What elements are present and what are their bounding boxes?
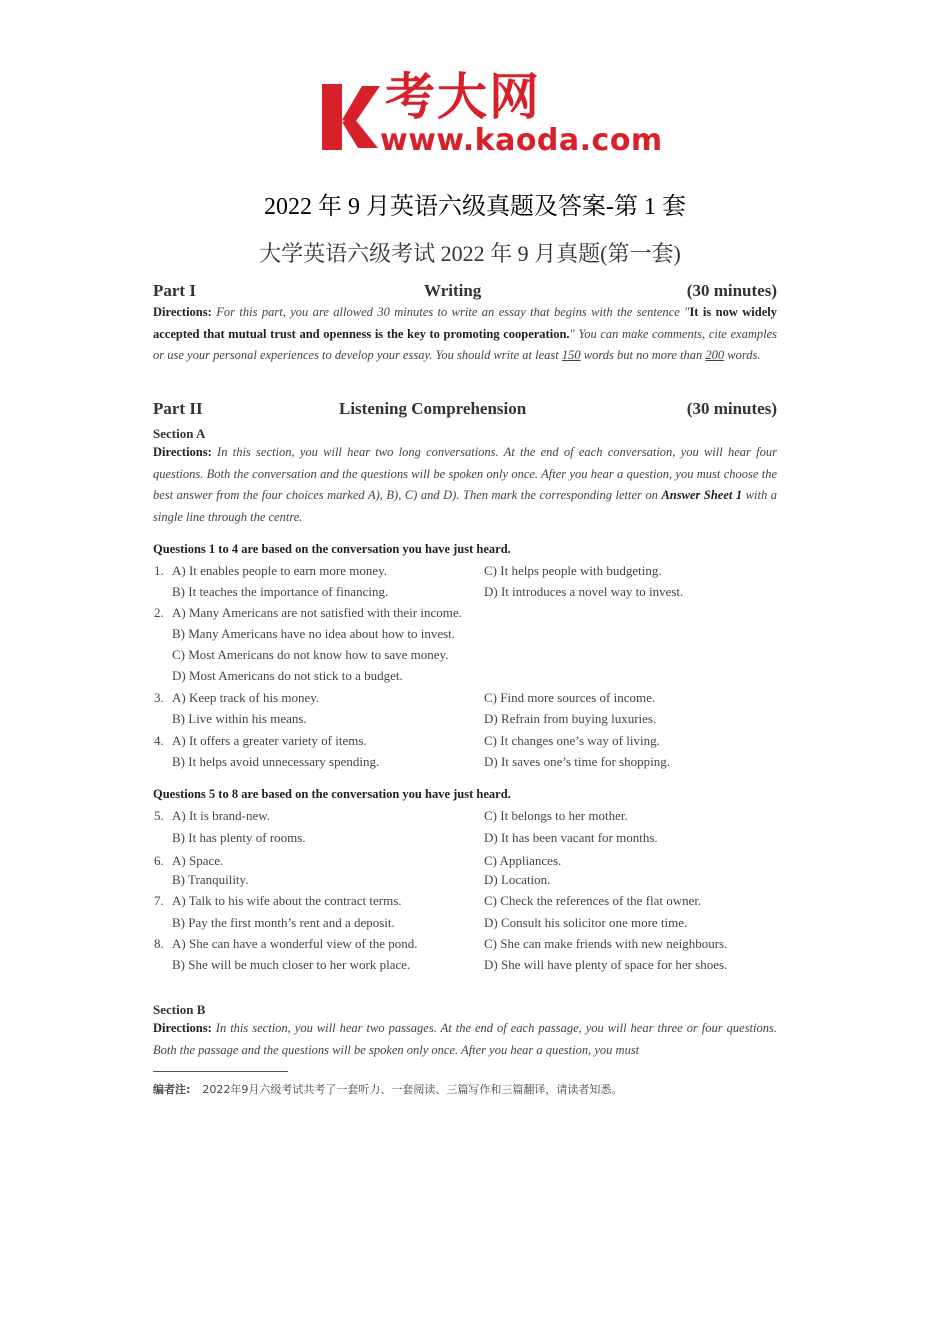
question-number: 7. [154,893,164,908]
kaoda-logo-k-icon [318,82,382,152]
option-b: B) Pay the first month’s rent and a deposit. [172,915,395,930]
page-title: 2022 年 9 月英语六级真题及答案-第 1 套 [264,194,686,220]
question-number: 8. [154,936,164,951]
footnote-label: 编者注: [153,1083,191,1096]
option-a: A) Many Americans are not satisfied with their income. [172,605,462,620]
option-b: B) It has plenty of rooms. [172,830,306,845]
option-d: D) Refrain from buying luxuries. [484,711,657,726]
question-number: 1. [154,563,164,578]
part1-label: Part I [153,281,196,300]
option-d: D) It introduces a novel way to invest. [484,584,684,599]
option-b: B) Live within his means. [172,711,307,726]
option-c: C) Appliances. [484,853,562,868]
option-b: B) Many Americans have no idea about how to invest. [172,626,456,641]
question-number: 4. [154,733,164,748]
option-b: B) It teaches the importance of financing. [172,584,389,599]
option-d: D) It has been vacant for months. [484,830,658,845]
question-number: 5. [154,808,164,823]
page-subtitle: 大学英语六级考试 2022 年 9 月真题(第一套) [259,241,681,266]
option-c: C) Most Americans do not know how to save money. [172,647,449,662]
section-a-directions: Directions: In this section, you will hear two long conversations. At the end of each conversation, you will hear four questions. Both the conversation and the questions will be spoken only once. After you hear a question, you must choose the best answer from the four choices marked A), B), C) and D). Then mark the corresponding letter on Answer Sheet 1 with a single line through the centre. [153,445,777,524]
question-group-1-heading: Questions 1 to 4 are based on the conversation you have just heard. [153,542,511,556]
question-number: 3. [154,690,164,705]
part2-time: (30 minutes) [686,399,777,418]
part1-time: (30 minutes) [686,281,777,300]
part1-name: Writing [424,281,482,300]
min-words: 150 [561,348,581,362]
question-number: 2. [154,605,164,620]
option-c: C) It helps people with budgeting. [484,563,662,578]
option-a: A) She can have a wonderful view of the pond. [172,936,418,951]
footnote-text: 2022年9月六级考试共考了一套听力、一套阅读、三篇写作和三篇翻译，请读者知悉。 [202,1083,623,1096]
option-c: C) It belongs to her mother. [484,808,628,823]
option-a: A) Keep track of his money. [172,690,320,705]
option-d: D) It saves one’s time for shopping. [484,754,670,769]
option-b: B) She will be much closer to her work place. [172,957,411,972]
part2-label: Part II [153,399,203,418]
option-d: D) Location. [484,872,551,887]
part2-name: Listening Comprehension [339,399,527,418]
question-number: 6. [154,853,164,868]
section-b-heading: Section B [153,1002,206,1017]
essay-prompt-sentence: It is now widely accepted that mutual trust and openness is the key to promoting cooperation. [153,305,777,341]
option-c: C) Check the references of the flat owner. [484,893,702,908]
option-b: B) Tranquility. [172,872,249,887]
max-words: 200 [705,348,725,362]
option-c: C) It changes one’s way of living. [484,733,660,748]
option-a: A) It is brand-new. [172,808,271,823]
option-a: A) It enables people to earn more money. [172,563,388,578]
option-d: D) Most Americans do not stick to a budget. [172,668,403,683]
option-c: C) Find more sources of income. [484,690,656,705]
option-a: A) Space. [172,853,224,868]
option-c: C) She can make friends with new neighbours. [484,936,728,951]
logo-url-text: www.kaoda.com [380,123,663,158]
section-b-directions: Directions: In this section, you will hear two passages. At the end of each passage, you will hear three or four questions. Both the passage and the questions will be spoken only once. After you hear a question, you must [153,1021,777,1057]
option-a: A) It offers a greater variety of items. [172,733,367,748]
part1-directions: Directions: For this part, you are allowed 30 minutes to write an essay that begins with the sentence "It is now widely accepted that mutual trust and openness is the key to promoting cooperation." You can make comments, cite examples or use your personal experiences to develop your essay. You should write at least 150 words but no more than 200 words. [153,305,777,362]
option-d: D) Consult his solicitor one more time. [484,915,688,930]
section-a-heading: Section A [153,426,206,441]
answer-sheet-ref: Answer Sheet 1 [661,488,743,502]
question-group-2-heading: Questions 5 to 8 are based on the conversation you have just heard. [153,787,511,801]
footnote [153,1081,622,1097]
logo-chinese-text: 考大网 [385,68,541,126]
footnote-divider [153,1071,288,1072]
option-a: A) Talk to his wife about the contract terms. [172,893,402,908]
option-d: D) She will have plenty of space for her shoes. [484,957,728,972]
option-b: B) It helps avoid unnecessary spending. [172,754,380,769]
part1-directions-label: Directions: [153,305,212,319]
